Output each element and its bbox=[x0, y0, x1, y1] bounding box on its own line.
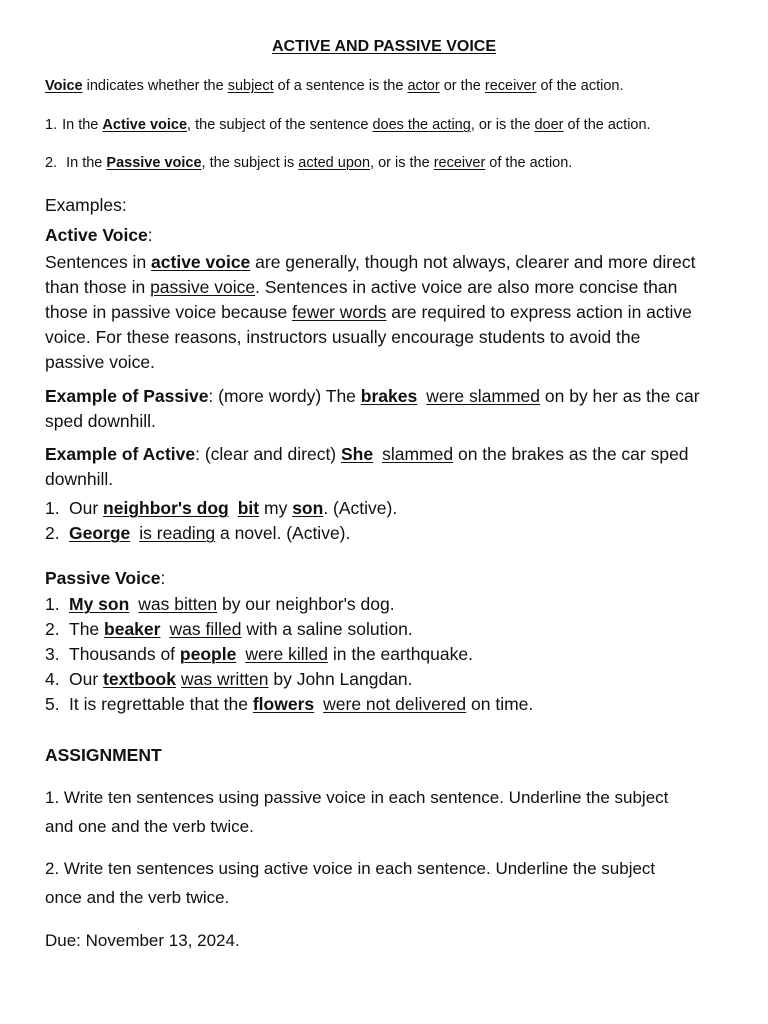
verb-phrase: bit bbox=[237, 498, 260, 518]
paragraph-line: and one and the verb twice. bbox=[45, 817, 254, 836]
subject-word: flowers bbox=[252, 694, 315, 714]
verb-phrase: were killed bbox=[245, 644, 328, 664]
text: than those in bbox=[45, 277, 151, 297]
list-item bbox=[45, 592, 533, 617]
underlined-phrase: fewer words bbox=[292, 302, 387, 322]
point-number: 1. bbox=[45, 117, 58, 133]
definition-text: of a sentence is the bbox=[273, 78, 408, 94]
list-item bbox=[45, 617, 533, 642]
definition-text: of the action. bbox=[536, 78, 624, 94]
text: : (more wordy) The bbox=[208, 386, 361, 406]
subject-word: George bbox=[69, 523, 131, 543]
subject-word: brakes bbox=[360, 386, 418, 406]
item-number: 1. bbox=[45, 498, 60, 518]
active-voice-paragraph bbox=[45, 250, 695, 375]
verb-phrase: is reading bbox=[139, 523, 216, 543]
assignment-item-1 bbox=[45, 783, 668, 841]
paragraph-line bbox=[45, 300, 695, 325]
text: Our bbox=[69, 498, 104, 518]
paragraph-line bbox=[45, 384, 700, 409]
due-date: Due: November 13, 2024. bbox=[45, 931, 240, 950]
point-text: , or is the bbox=[370, 155, 434, 171]
subject-word: textbook bbox=[103, 669, 176, 689]
subject-word: She bbox=[341, 444, 374, 464]
text: my bbox=[259, 498, 293, 518]
object-word: son bbox=[292, 498, 324, 518]
text: on by her as the car bbox=[540, 386, 700, 406]
voice-definition bbox=[45, 78, 624, 94]
list-item bbox=[45, 667, 533, 692]
item-number: 2. bbox=[45, 523, 60, 543]
verb-phrase: was written bbox=[180, 669, 269, 689]
paragraph-line: sped downhill. bbox=[45, 411, 156, 431]
paragraph-line: passive voice. bbox=[45, 352, 155, 372]
item-number: 4. bbox=[45, 669, 60, 689]
paragraph-line: 1. Write ten sentences using passive voice in each sentence. Underline the subject bbox=[45, 788, 669, 807]
assignment-item-2 bbox=[45, 854, 655, 912]
term-voice: Voice bbox=[45, 78, 83, 94]
paragraph-line: 2. Write ten sentences using active voice in each sentence. Underline the subject bbox=[45, 859, 656, 878]
item-number: 1. bbox=[45, 594, 60, 614]
paragraph-line bbox=[45, 442, 689, 467]
active-voice-point bbox=[45, 117, 651, 133]
item-number: 3. bbox=[45, 644, 60, 664]
text: those in passive voice because bbox=[45, 302, 293, 322]
definition-text: indicates whether the bbox=[82, 78, 228, 94]
heading-colon: : bbox=[147, 225, 153, 245]
point-text: of the action. bbox=[563, 117, 651, 133]
heading-label: Active Voice bbox=[45, 225, 148, 245]
definition-text: or the bbox=[439, 78, 485, 94]
point-text: , or is the bbox=[470, 117, 535, 133]
point-text: , the subject is bbox=[201, 155, 299, 171]
text: by John Langdan. bbox=[268, 669, 413, 689]
subject-word: My son bbox=[69, 594, 130, 614]
assignment-heading: ASSIGNMENT bbox=[45, 745, 162, 765]
underlined-phrase: receiver bbox=[433, 155, 486, 171]
point-text: In the bbox=[62, 117, 103, 133]
paragraph-line bbox=[45, 250, 695, 275]
heading-colon: : bbox=[160, 568, 166, 588]
underlined-phrase: doer bbox=[534, 117, 564, 133]
heading-label: Passive Voice bbox=[45, 568, 161, 588]
point-text: , the subject of the sentence bbox=[187, 117, 373, 133]
item-number: 2. bbox=[45, 619, 60, 639]
underlined-subject: subject bbox=[227, 78, 274, 94]
text: . (Active). bbox=[323, 498, 398, 518]
text: : (clear and direct) bbox=[195, 444, 341, 464]
text: with a saline solution. bbox=[241, 619, 413, 639]
subject-word: beaker bbox=[104, 619, 161, 639]
text: Sentences in bbox=[45, 252, 152, 272]
term-passive-voice: Passive voice bbox=[106, 155, 202, 171]
point-number: 2. bbox=[45, 155, 58, 171]
text: on time. bbox=[466, 694, 534, 714]
text: a novel. (Active). bbox=[215, 523, 351, 543]
active-voice-heading bbox=[45, 223, 153, 248]
verb-phrase: were not delivered bbox=[323, 694, 467, 714]
example-of-passive bbox=[45, 384, 700, 434]
paragraph-line: voice. For these reasons, instructors usually encourage students to avoid the bbox=[45, 327, 641, 347]
paragraph-line: once and the verb twice. bbox=[45, 888, 230, 907]
point-text: In the bbox=[66, 155, 107, 171]
example-label: Example of Passive bbox=[45, 386, 209, 406]
text: are required to express action in active bbox=[386, 302, 692, 322]
text: in the earthquake. bbox=[328, 644, 473, 664]
verb-phrase: was bitten bbox=[138, 594, 218, 614]
examples-label: Examples: bbox=[45, 195, 127, 215]
page-title bbox=[0, 38, 768, 56]
underlined-phrase: passive voice bbox=[150, 277, 256, 297]
passive-voice-heading bbox=[45, 566, 165, 591]
passive-voice-point bbox=[45, 155, 572, 171]
paragraph-line bbox=[45, 275, 695, 300]
underlined-actor: actor bbox=[407, 78, 440, 94]
page-title-text: ACTIVE AND PASSIVE VOICE bbox=[271, 38, 497, 55]
example-label: Example of Active bbox=[45, 444, 196, 464]
text: by our neighbor's dog. bbox=[217, 594, 395, 614]
verb-phrase: were slammed bbox=[426, 386, 541, 406]
text: Our bbox=[69, 669, 104, 689]
underlined-phrase: acted upon bbox=[298, 155, 371, 171]
verb-phrase: was filled bbox=[169, 619, 242, 639]
list-item bbox=[45, 642, 533, 667]
term-active-voice: active voice bbox=[151, 252, 251, 272]
text: . Sentences in active voice are also more concise than bbox=[255, 277, 678, 297]
subject-word: people bbox=[179, 644, 237, 664]
text: are generally, though not always, clearer and more direct bbox=[250, 252, 696, 272]
passive-examples-list bbox=[45, 592, 533, 717]
paragraph-line: downhill. bbox=[45, 469, 114, 489]
example-of-active bbox=[45, 442, 689, 492]
list-item bbox=[45, 496, 397, 521]
subject-word: neighbor's dog bbox=[103, 498, 229, 518]
list-item bbox=[45, 692, 533, 717]
active-examples-list bbox=[45, 496, 397, 546]
text: on the brakes as the car sped bbox=[453, 444, 689, 464]
list-item bbox=[45, 521, 397, 546]
text: It is regrettable that the bbox=[69, 694, 253, 714]
underlined-phrase: does the acting bbox=[372, 117, 471, 133]
underlined-receiver: receiver bbox=[484, 78, 537, 94]
text: Thousands of bbox=[69, 644, 180, 664]
point-text: of the action. bbox=[485, 155, 573, 171]
verb-phrase: slammed bbox=[382, 444, 454, 464]
item-number: 5. bbox=[45, 694, 60, 714]
term-active-voice: Active voice bbox=[102, 117, 188, 133]
text: The bbox=[69, 619, 105, 639]
